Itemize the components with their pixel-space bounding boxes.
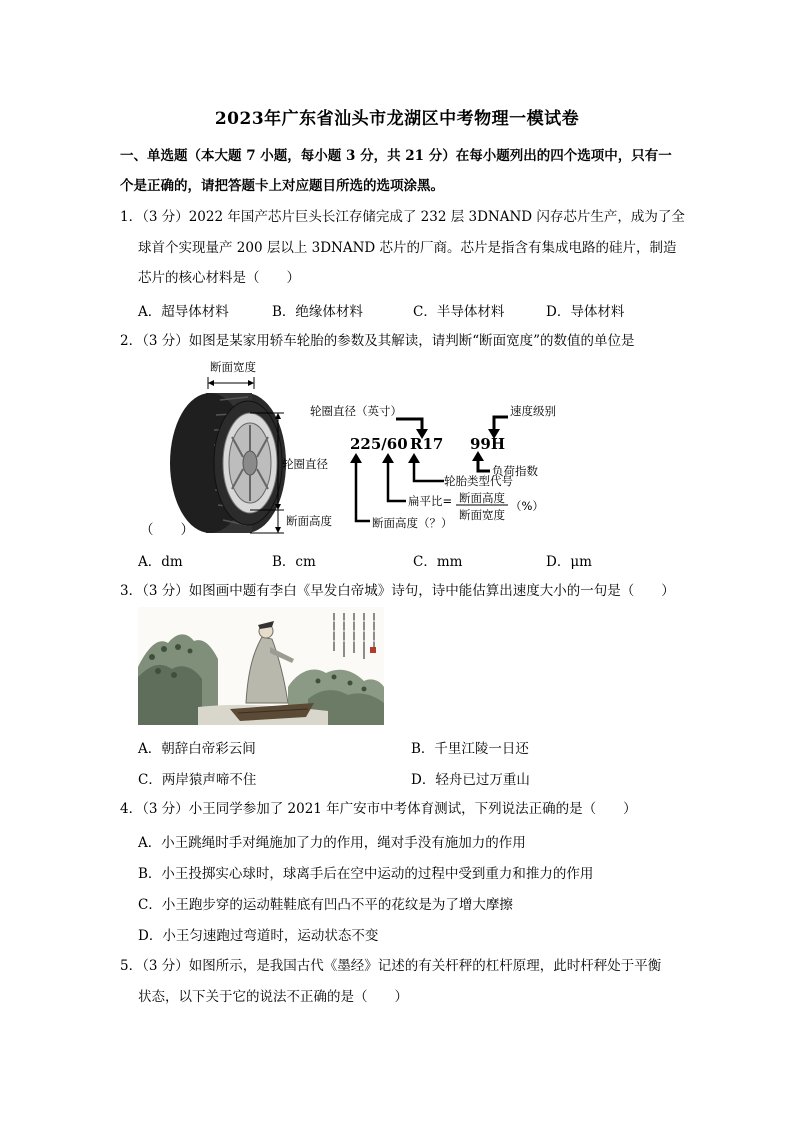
q4-option-b[interactable]: B．小王投掷实心球时，球离手后在空中运动的过程中受到重力和推力的作用 [138, 866, 594, 882]
q3-option-b[interactable]: B．千里江陵一日还 [411, 741, 529, 757]
poem-painting [138, 607, 384, 725]
tire-width-label: 断面宽度 [210, 360, 256, 374]
section-height-question-label: 断面高度（？） [372, 516, 453, 530]
q3-option-d[interactable]: D．轻舟已过万重山 [411, 772, 530, 788]
q4-option-d[interactable]: D．小王匀速跑过弯道时，运动状态不变 [138, 928, 379, 944]
q3-line1: 3．（3 分）如图画中题有李白《早发白帝城》诗句，诗中能估算出速度大小的一句是（ ） [120, 583, 675, 599]
tire-figure [138, 355, 556, 535]
q1-option-c[interactable]: C．半导体材料 [413, 304, 505, 320]
q1-option-d[interactable]: D．导体材料 [546, 304, 625, 320]
fraction-denominator: 断面宽度 [459, 508, 505, 522]
section-header-line2: 个是正确的，请把答题卡上对应题目所选的选项涂黑。 [120, 178, 444, 194]
section-header-line1: 一、单选题（本大题 7 小题，每小题 3 分，共 21 分）在每小题列出的四个选项中，只有一 [120, 148, 672, 164]
q4-option-c[interactable]: C．小王跑步穿的运动鞋鞋底有凹凸不平的花纹是为了增大摩擦 [138, 897, 513, 913]
q1-line2: 球首个实现量产 200 层以上 3DNAND 芯片的厂商。芯片是指含有集成电路的硅片，制造 [138, 240, 677, 256]
percent-label: （%） [510, 499, 544, 513]
q5-line1: 5．（3 分）如图所示，是我国古代《墨经》记述的有关杆秤的杠杆原理，此时杆秤处于平衡 [120, 958, 662, 974]
q3-option-c[interactable]: C．两岸猿声啼不住 [138, 772, 257, 788]
q2-option-d[interactable]: D．μm [546, 554, 592, 570]
load-index-label: 负荷指数 [492, 464, 538, 478]
q2-option-b[interactable]: B．cm [272, 554, 316, 570]
fraction-numerator: 断面高度 [459, 491, 505, 505]
page-title: 2023年广东省汕头市龙湖区中考物理一模试卷 [214, 109, 580, 129]
q1-option-a[interactable]: A．超导体材料 [138, 304, 229, 320]
q4-option-a[interactable]: A．小王跳绳时手对绳施加了力的作用，绳对手没有施加力的作用 [138, 835, 526, 851]
q2-option-a[interactable]: A．dm [138, 554, 183, 570]
q1-line1: 1．（3 分）2022 年国产芯片巨头长江存储完成了 232 层 3DNAND 闪存芯片生产，成为了全 [120, 209, 685, 225]
code-speed: 99H [470, 435, 506, 453]
code-rim: R17 [410, 435, 444, 453]
painting-illustration [138, 607, 384, 725]
q5-line2: 状态，以下关于它的说法不正确的是（ ） [138, 989, 408, 1005]
tire-type-label: 轮胎类型代号 [444, 474, 513, 488]
aspect-ratio-label: 扁平比= [408, 494, 453, 508]
q1-option-b[interactable]: B．绝缘体材料 [272, 304, 363, 320]
q1-line3: 芯片的核心材料是（ ） [138, 270, 300, 286]
q2-option-c[interactable]: C．mm [413, 554, 463, 570]
rim-inch-label: 轮圈直径（英寸） [310, 404, 402, 418]
q2-blank: （ ） [140, 522, 194, 538]
q3-option-a[interactable]: A．朝辞白帝彩云间 [138, 741, 256, 757]
speed-rating-label: 速度级别 [510, 404, 556, 418]
tire-height-label: 断面高度 [286, 514, 332, 528]
q4-line1: 4．（3 分）小王同学参加了 2021 年广安市中考体育测试，下列说法正确的是（ ） [120, 801, 637, 817]
q2-line1: 2．（3 分）如图是某家用轿车轮胎的参数及其解读，请判断“断面宽度”的数值的单位是 [120, 333, 635, 349]
tire-rim-label: 轮圈直径 [282, 457, 328, 471]
code-width-ratio: 225/60 [350, 435, 408, 453]
